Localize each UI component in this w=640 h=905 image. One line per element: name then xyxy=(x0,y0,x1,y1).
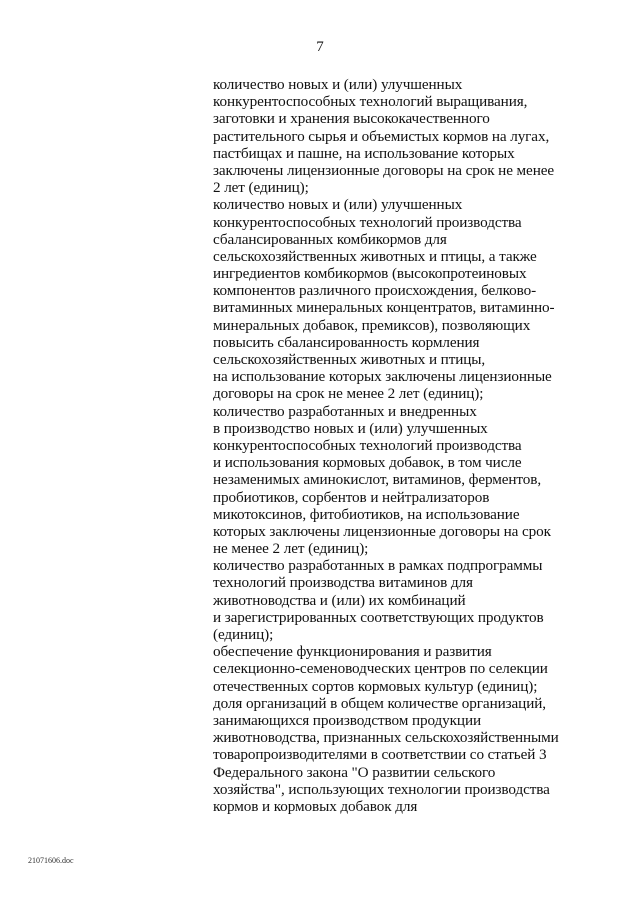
text-line: повысить сбалансированность кормления xyxy=(213,333,480,351)
text-line: (единиц); xyxy=(213,626,274,643)
text-line: в производство новых и (или) улучшенных xyxy=(213,419,488,437)
text-line: не менее 2 лет (единиц); xyxy=(213,540,369,558)
text-line: кормов и кормовых добавок для xyxy=(213,797,418,815)
text-line: заключены лицензионные договоры на срок не менее xyxy=(213,161,555,179)
text-line: конкурентоспособных технологий выращивания, xyxy=(213,93,528,111)
text-line: незаменимых аминокислот, витаминов, ферментов, xyxy=(213,471,542,489)
text-line: доля организаций в общем количестве организаций, xyxy=(213,694,546,712)
text-line: занимающихся производством продукции xyxy=(213,711,482,729)
text-line: заготовки и хранения высококачественного xyxy=(213,110,490,128)
document-body xyxy=(213,76,613,815)
text-line: Федерального закона "О развитии сельского xyxy=(213,763,496,781)
page-number: 7 xyxy=(316,39,324,55)
text-line: ингредиентов комбикормов (высокопротеиновых xyxy=(213,265,527,283)
text-line: и использования кормовых добавок, в том числе xyxy=(213,454,522,472)
text-line: обеспечение функционирования и развития xyxy=(213,643,492,661)
text-line: хозяйства", использующих технологии производства xyxy=(213,780,550,798)
text-line: сбалансированных комбикормов для xyxy=(213,230,447,248)
text-line: животноводства, признанных сельскохозяйственными xyxy=(213,729,559,747)
text-line: витаминных минеральных концентратов, витаминно- xyxy=(213,299,555,317)
text-line: пастбищах и пашне, на использование которых xyxy=(213,144,515,162)
text-line: количество новых и (или) улучшенных xyxy=(213,196,463,214)
file-name-footer: 21071606.doc xyxy=(28,856,74,865)
text-line: сельскохозяйственных животных и птицы, xyxy=(213,351,486,368)
text-line: минеральных добавок, премиксов), позволяющих xyxy=(213,316,531,334)
text-line: товаропроизводителями в соответствии со статьей 3 xyxy=(213,746,547,764)
text-line: количество новых и (или) улучшенных xyxy=(213,76,463,93)
text-line: селекционно-семеноводческих центров по селекции xyxy=(213,660,548,678)
text-line: микотоксинов, фитобиотиков, на использование xyxy=(213,505,520,523)
text-line: животноводства и (или) их комбинаций xyxy=(213,591,466,609)
text-line: 2 лет (единиц); xyxy=(213,179,309,197)
text-line: на использование которых заключены лицензионные xyxy=(213,368,552,386)
text-line: компонентов различного происхождения, белково- xyxy=(213,282,537,300)
text-line: которых заключены лицензионные договоры на срок xyxy=(213,522,551,540)
text-line: договоры на срок не менее 2 лет (единиц); xyxy=(213,385,484,403)
text-line: сельскохозяйственных животных и птицы, а также xyxy=(213,247,537,265)
text-line: и зарегистрированных соответствующих продуктов xyxy=(213,608,544,626)
text-line: пробиотиков, сорбентов и нейтрализаторов xyxy=(213,488,490,506)
text-line: растительного сырья и объемистых кормов на лугах, xyxy=(213,127,550,145)
text-line: технологий производства витаминов для xyxy=(213,574,473,592)
text-line: конкурентоспособных технологий производства xyxy=(213,436,522,454)
text-line: количество разработанных в рамках подпрограммы xyxy=(213,557,543,575)
text-line: конкурентоспособных технологий производства xyxy=(213,213,522,231)
text-line: количество разработанных и внедренных xyxy=(213,402,477,420)
text-line: отечественных сортов кормовых культур (единиц); xyxy=(213,677,538,695)
